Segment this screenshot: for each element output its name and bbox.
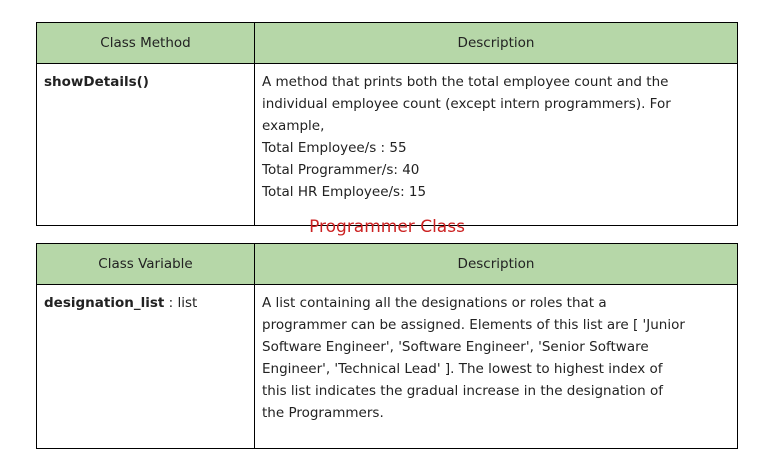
description-line: A list containing all the designations or roles that a [262,295,607,311]
description-line: the Programmers. [262,405,384,421]
description-line: programmer can be assigned. Elements of this list are [ 'Junior [262,317,685,333]
description-line: Software Engineer', 'Software Engineer', 'Senior Software [262,339,649,355]
variable-name: designation_list [44,295,165,311]
description-line: example, [262,118,325,134]
variable-name-cell [37,285,255,449]
description-line: Engineer', 'Technical Lead' ]. The lowest to highest index of [262,361,663,377]
variable-description-cell [255,285,738,449]
variable-type: : list [164,295,198,311]
table-row [37,285,738,449]
description-line: Total Programmer/s: 40 [262,162,420,178]
description-line: individual employee count (except intern programmers). For [262,96,671,112]
table-row [37,64,738,226]
class-variable-table [36,243,738,449]
description-line: this list indicates the gradual increase in the designation of [262,383,664,399]
method-name-cell [37,64,255,226]
header-description: Description [255,23,738,64]
description-line: A method that prints both the total employee count and the [262,74,669,90]
header-class-method: Class Method [37,23,255,64]
method-name: showDetails() [44,74,149,90]
class-method-table [36,22,738,226]
section-title: Programmer Class [309,217,465,237]
header-description: Description [255,244,738,285]
table-header-row [37,23,738,64]
description-line: Total Employee/s : 55 [262,140,407,156]
description-line: Total HR Employee/s: 15 [262,184,427,200]
header-class-variable: Class Variable [37,244,255,285]
method-description-cell [255,64,738,226]
table-header-row [37,244,738,285]
